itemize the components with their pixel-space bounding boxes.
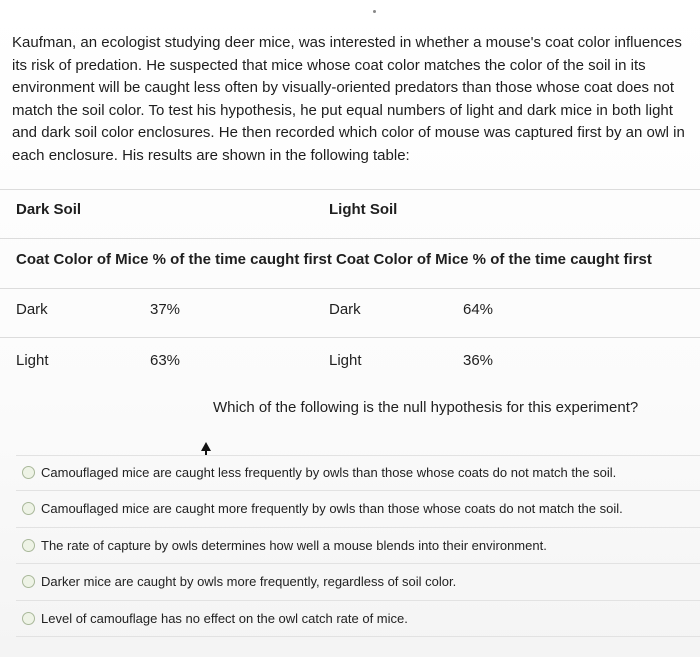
radio-button[interactable] (22, 539, 35, 552)
header-dark-soil: Dark Soil (16, 201, 82, 218)
table-subheader: Coat Color of Mice % of the time caught first Coat Color of Mice % of the time caught first (16, 251, 652, 268)
row-light-soil-color: Dark (329, 301, 361, 318)
top-dot (373, 10, 376, 13)
answer-option-label: Camouflaged mice are caught less frequently by owls than those whose coats do not match the soil. (41, 464, 617, 480)
table-divider (0, 288, 700, 289)
mouse-cursor-icon (201, 442, 211, 451)
radio-button[interactable] (22, 612, 35, 625)
table-divider (0, 337, 700, 338)
header-light-soil: Light Soil (329, 201, 398, 218)
answer-option[interactable] (16, 564, 700, 598)
row-dark-soil-pct: 63% (150, 352, 181, 369)
row-light-soil-pct: 36% (463, 352, 494, 369)
intro-paragraph: Kaufman, an ecologist studying deer mice, was interested in whether a mouse's coat color influences its risk of predation. He suspected that mice whose coat color matches the color of the soil in its environment will be caught less often by visually-oriented predators than those whose coat does not match the soil color. To test his hypothesis, he put equal numbers of light and dark mice in both light and dark soil color enclosures. He then recorded which color of mouse was captured first by an owl in each enclosure. His results are shown in the following table: (12, 34, 685, 164)
answer-option-label: Level of camouflage has no effect on the owl catch rate of mice. (41, 610, 408, 626)
table-divider (0, 238, 700, 239)
row-dark-soil-color: Dark (16, 301, 48, 318)
row-light-soil-pct: 64% (463, 301, 494, 318)
radio-button[interactable] (22, 502, 35, 515)
row-light-soil-color: Light (329, 352, 362, 369)
row-dark-soil-color: Light (16, 352, 49, 369)
answer-option[interactable] (16, 491, 700, 525)
row-dark-soil-pct: 37% (150, 301, 181, 318)
radio-button[interactable] (22, 466, 35, 479)
answer-option[interactable] (16, 455, 700, 489)
answer-option[interactable] (16, 528, 700, 562)
radio-button[interactable] (22, 575, 35, 588)
question-text: Which of the following is the null hypothesis for this experiment? (213, 399, 639, 416)
answer-option[interactable] (16, 601, 700, 635)
table-divider (0, 189, 700, 190)
answer-option-label: Darker mice are caught by owls more frequently, regardless of soil color. (41, 573, 457, 589)
option-divider (16, 636, 700, 637)
answer-option-label: The rate of capture by owls determines how well a mouse blends into their environment. (41, 537, 547, 553)
answer-option-label: Camouflaged mice are caught more frequently by owls than those whose coats do not match the soil. (41, 500, 623, 516)
